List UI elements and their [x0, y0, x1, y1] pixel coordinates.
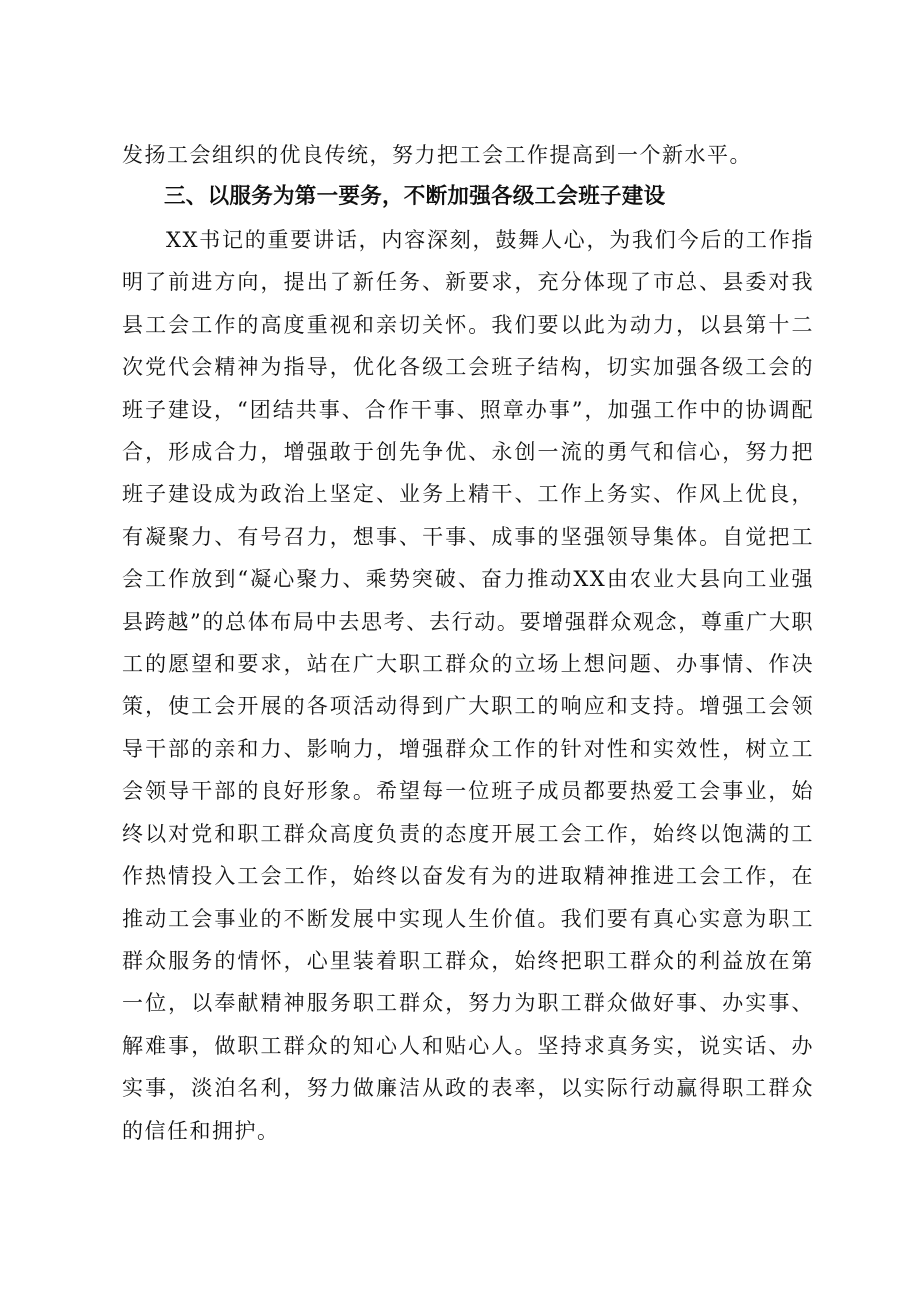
section-heading: 三、以服务为第一要务，不断加强各级工会班子建设 [164, 184, 666, 209]
body-paragraph: XX书记的重要讲话，内容深刻，鼓舞人心，为我们今后的工作指明了前进方向，提出了新任务、新要求，充分体现了市总、县委对我县工会工作的高度重视和亲切关怀。我们要以此为动力，以县第十二次党代会精神为指导，优化各级工会班子结构，切实加强各级工会的班子建设，“团结共事、合作干事、照章办事”，加强工作中的协调配合，形成合力，增强敢于创先争优、永创一流的勇气和信心，努力把班子建设成为政治上坚定、业务上精干、工作上务实、作风上优良，有凝聚力、有号召力，想事、干事、成事的坚强领导集体。自觉把工会工作放到“凝心聚力、乘势突破、奋力推动XX由农业大县向工业强县跨越”的总体布局中去思考、去行动。要增强群众观念，尊重广大职工的愿望和要求，站在广大职工群众的立场上想问题、办事情、作决策，使工会开展的各项活动得到广大职工的响应和支持。增强工会领导干部的亲和力、影响力，增强群众工作的针对性和实效性，树立工会领导干部的良好形象。希望每一位班子成员都要热爱工会事业，始终以对党和职工群众高度负责的态度开展工会工作，始终以饱满的工作热情投入工会工作，始终以奋发有为的进取精神推进工会工作，在推动工会事业的不断发展中实现人生价值。我们要有真心实意为职工群众服务的情怀，心里装着职工群众，始终把职工群众的利益放在第一位，以奉献精神服务职工群众，努力为职工群众做好事、办实事、解难事，做职工群众的知心人和贴心人。坚持求真务实，说实话、办实事，淡泊名利，努力做廉洁从政的表率，以实际行动赢得职工群众的信任和拥护。 [122, 228, 814, 1143]
lead-line: 发扬工会组织的优良传统，努力把工会工作提高到一个新水平。 [122, 143, 752, 167]
